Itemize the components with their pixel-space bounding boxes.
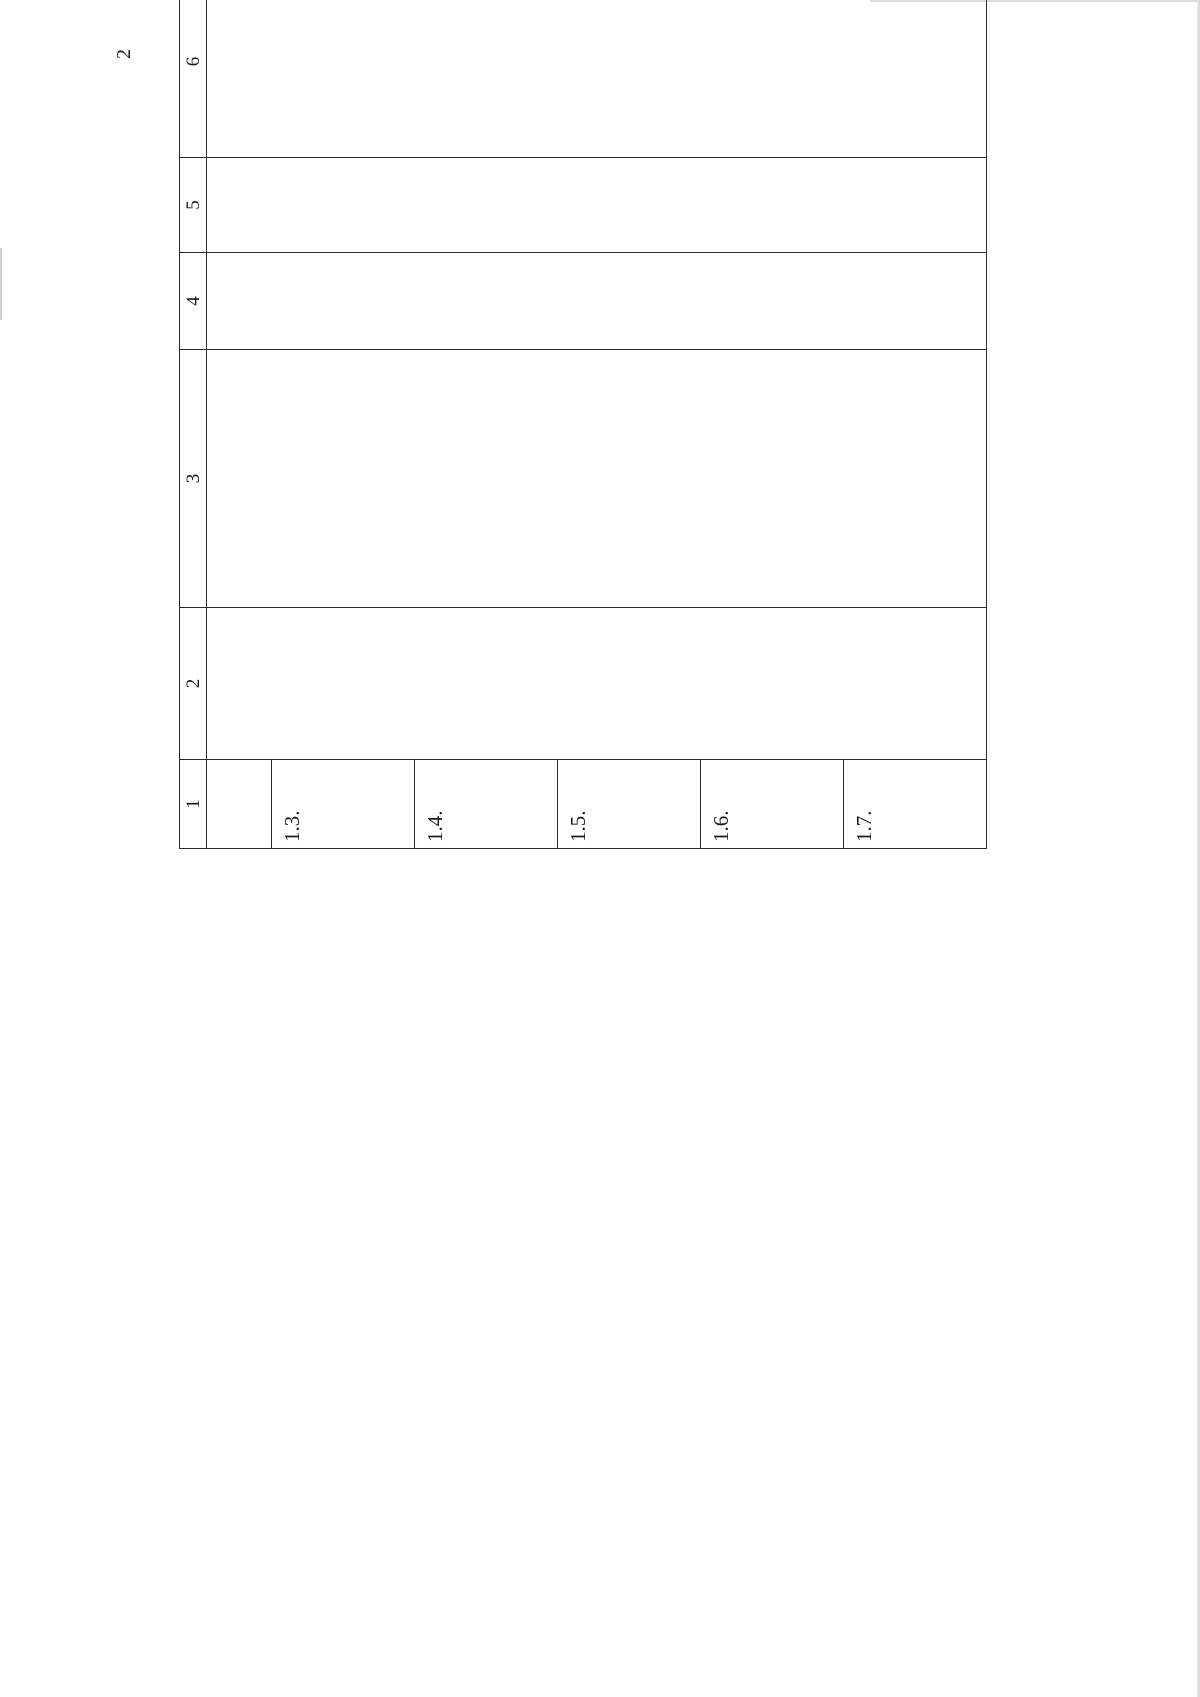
column-header: 3 xyxy=(180,350,207,608)
column-header: 2 xyxy=(180,608,207,760)
column-header: 5 xyxy=(180,158,207,253)
row-number-cell: 1.6. xyxy=(701,760,844,849)
continuation-row xyxy=(207,0,272,849)
row-number-cell: 1.4. xyxy=(415,760,558,849)
column-header: 6 xyxy=(180,0,207,158)
scan-edge-left xyxy=(0,248,2,320)
row-number-cell: 1.3. xyxy=(272,760,415,849)
column-number-row xyxy=(180,0,207,849)
column-header: 1 xyxy=(180,760,207,849)
row-number-cell: 1.5. xyxy=(558,760,701,849)
merged-empty-cell xyxy=(207,253,987,350)
column-header: 4 xyxy=(180,253,207,350)
row-number-cell: 1.7. xyxy=(844,760,987,849)
merged-empty-cell xyxy=(207,608,987,760)
merged-empty-cell xyxy=(207,158,987,253)
allocation-table xyxy=(179,0,987,849)
row-number-cell xyxy=(207,760,272,849)
merged-empty-cell xyxy=(207,0,987,158)
merged-empty-cell xyxy=(207,350,987,608)
page-number: 2 xyxy=(113,49,135,59)
rotated-landscape-content xyxy=(113,0,999,849)
